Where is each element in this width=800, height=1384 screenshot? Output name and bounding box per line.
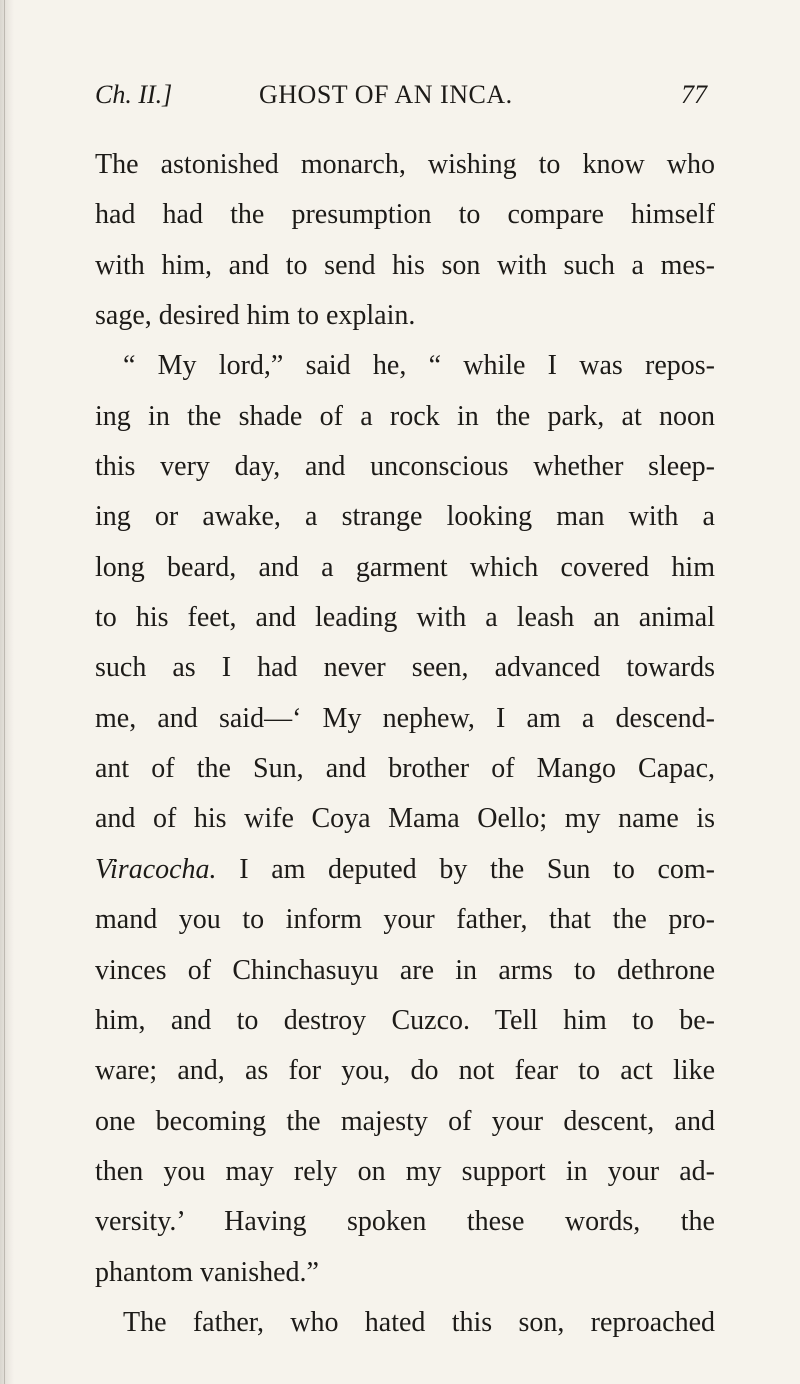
text-line: ware; and, as for you, do not fear to act like xyxy=(95,1055,715,1087)
text-line: phantom vanished.” xyxy=(95,1256,319,1288)
text-line: with him, and to send his son with such a mes- xyxy=(95,249,715,281)
text-line: long beard, and a garment which covered him xyxy=(95,551,715,583)
text-line: to his feet, and leading with a leash an animal xyxy=(95,602,715,634)
text-line: versity.’ Having spoken these words, the xyxy=(95,1206,715,1238)
text-line-rest: I am deputed by the Sun to com- xyxy=(239,853,715,885)
page-gutter-line xyxy=(4,0,5,1384)
chapter-reference: Ch. II.] xyxy=(95,80,173,109)
text-line: ant of the Sun, and brother of Mango Capac, xyxy=(95,753,715,785)
text-line: ing in the shade of a rock in the park, at noon xyxy=(95,400,715,432)
italic-name: Viracocha. xyxy=(95,853,217,885)
running-title: GHOST OF AN INCA. xyxy=(259,80,513,109)
text-line: then you may rely on my support in your ad- xyxy=(95,1155,715,1187)
page-number: 77 xyxy=(681,80,707,109)
text-line: had had the presumption to compare himself xyxy=(95,199,715,231)
text-line: one becoming the majesty of your descent, and xyxy=(95,1105,715,1137)
text-line: this very day, and unconscious whether sleep- xyxy=(95,451,715,483)
text-line: me, and said—‘ My nephew, I am a descend- xyxy=(95,702,715,734)
text-line: The astonished monarch, wishing to know who xyxy=(95,149,715,180)
text-line-with-italic xyxy=(95,845,715,895)
body-text xyxy=(95,140,715,1348)
text-line: vinces of Chinchasuyu are in arms to dethrone xyxy=(95,954,715,986)
page-gutter-shadow xyxy=(0,0,14,1384)
text-line: ing or awake, a strange looking man with a xyxy=(95,501,715,533)
text-line: such as I had never seen, advanced towards xyxy=(95,652,715,684)
running-head xyxy=(95,80,707,120)
text-line: The father, who hated this son, reproached xyxy=(123,1306,715,1338)
text-line: him, and to destroy Cuzco. Tell him to be- xyxy=(95,1004,715,1036)
text-line: “ My lord,” said he, “ while I was repos- xyxy=(123,350,715,382)
text-line: mand you to inform your father, that the pro- xyxy=(95,904,715,936)
text-line: and of his wife Coya Mama Oello; my name is xyxy=(95,803,715,835)
text-line: sage, desired him to explain. xyxy=(95,300,416,332)
